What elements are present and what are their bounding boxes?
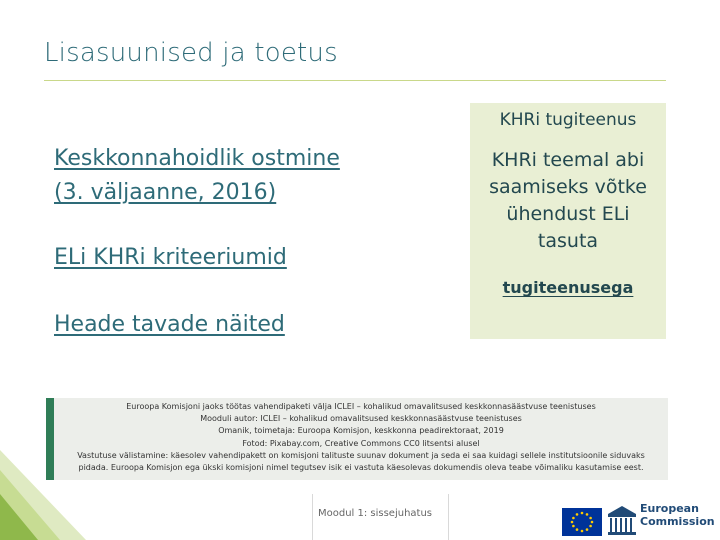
helpdesk-panel-title: KHRi tugiteenus [499,110,637,130]
disclaimer-box [46,398,668,480]
disclaimer-line: Mooduli autor: ICLEI – kohalikud omavalitsused keskkonnasäästvuse teenistuses [200,414,522,424]
helpdesk-panel [470,103,666,339]
disclaimer-line: pidada. Euroopa Komisjon ega ükski komisjoni nimel tegutsev isik ei vastuta käesolevas dokumendis oleva teabe võimaliku kasutamise eest. [78,463,644,473]
disclaimer-line: Omanik, toimetaja: Euroopa Komisjon, keskkonna peadirektoraat, 2019 [218,426,504,436]
good-practice-link-text: Heade tavade näited [54,312,285,337]
corner-leaf-decoration [0,450,86,540]
disclaimer-line: Euroopa Komisjoni jaoks töötas vahendipaketi välja ICLEI – kohalikud omavalitsused keskkonnasäästvuse teenistuses [126,402,596,411]
gpp-handbook-link[interactable] [54,142,340,210]
european-commission-label [640,502,715,528]
slide-title: Lisasuunised ja toetus [44,38,338,68]
disclaimer-line: Vastutuse välistamine: käesolev vahendipakett on komisjoni talituste suunav dokument ja seda ei saa kuidagi sellele institutsioonile siduvaks [77,450,645,460]
disclaimer-line: Fotod: Pixabay.com, Creative Commons CC0 litsentsi alusel [242,438,480,448]
disclaimer-text [54,401,668,474]
gpp-handbook-link-text: Keskkonnahoidlik ostmine (3. väljaanne, 2016) [54,146,340,205]
helpdesk-body-line: saamiseks võtke [489,176,647,198]
helpdesk-panel-body [476,147,660,255]
helpdesk-body-line: ühendust ELi [506,203,630,225]
module-label: Moodul 1: sissejuhatus [317,508,433,519]
helpdesk-body-line: KHRi teemal abi [491,149,645,171]
helpdesk-body-line: tasuta [537,230,599,252]
ec-label-line: European [640,502,699,515]
good-practice-link[interactable] [54,308,285,342]
eu-gpp-criteria-link[interactable] [54,241,287,275]
title-divider [44,80,666,81]
ec-label-line: Commission [640,515,715,528]
helpdesk-link[interactable]: tugiteenusega [502,278,634,297]
eu-gpp-criteria-link-text: ELi KHRi kriteeriumid [54,245,287,270]
